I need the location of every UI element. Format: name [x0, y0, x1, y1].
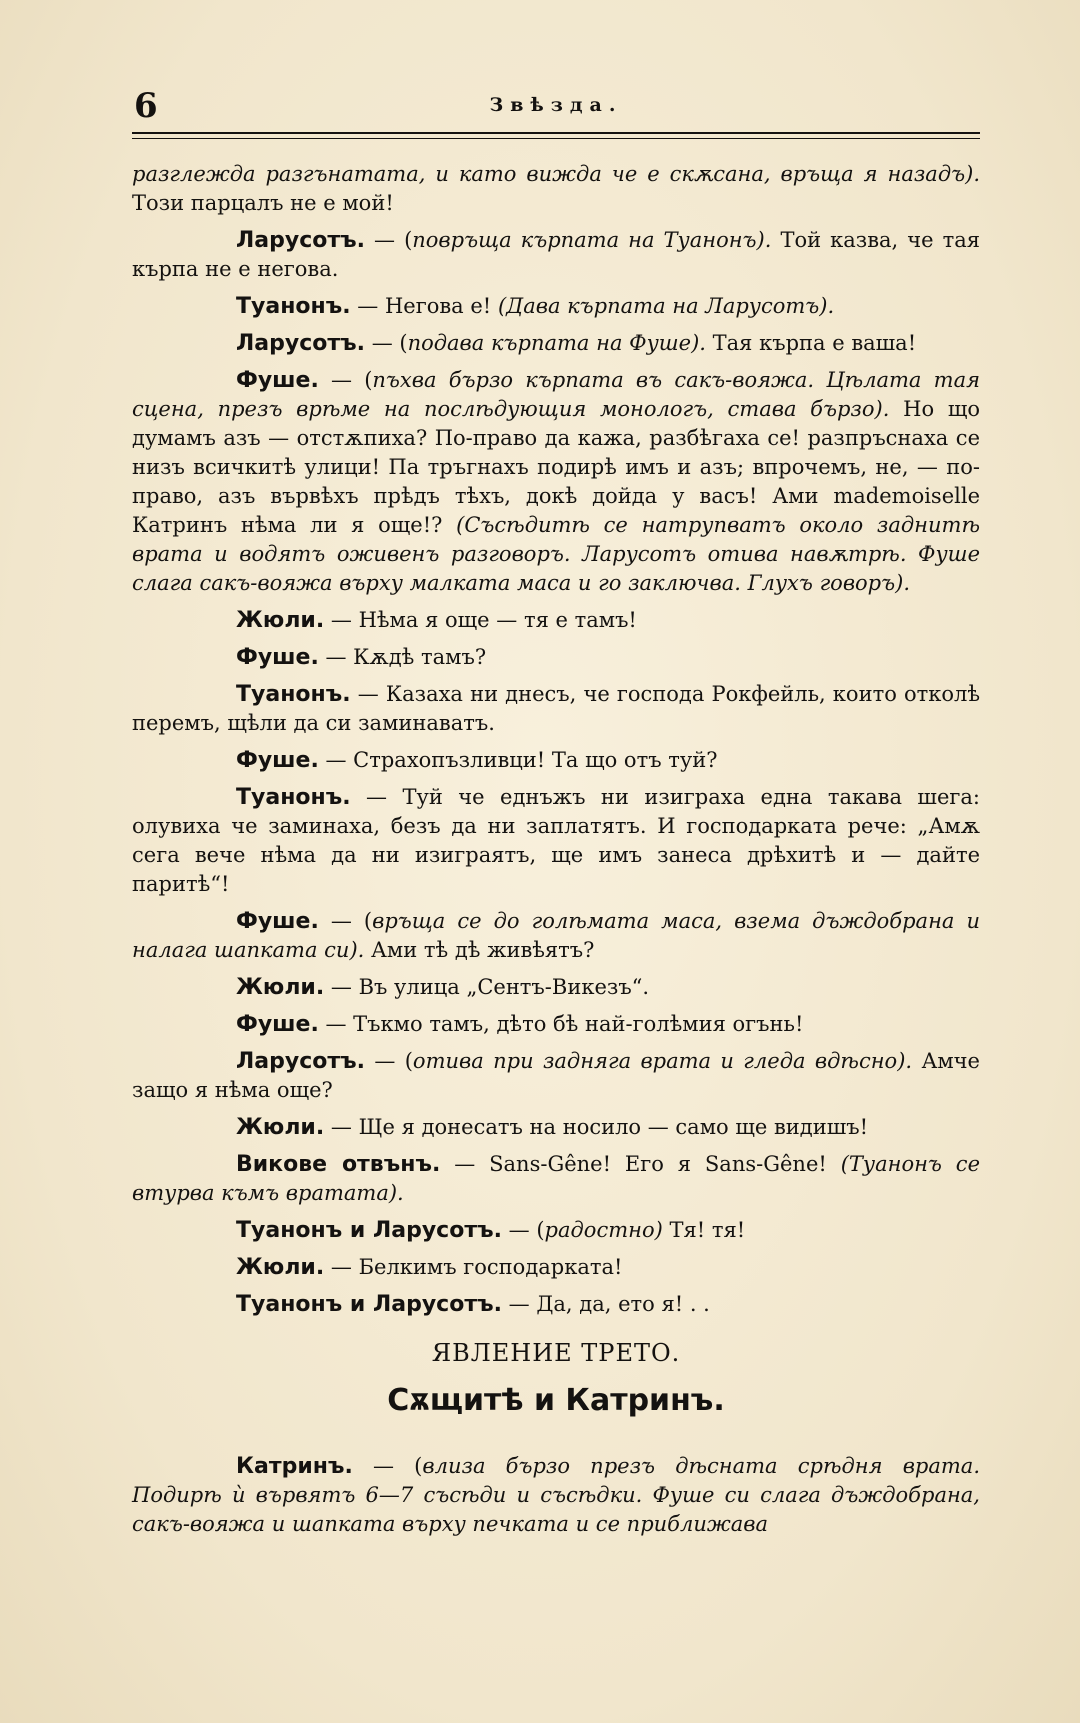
dialogue-line: Жюли. — Ще я донесатъ на носило — само ще видишъ!	[236, 1115, 869, 1140]
dialogue-line: Катринъ. — (влиза бързо презъ дѣсната срѣдня врата. Подирѣ ѝ вървятъ 6—7 съсѣди и съсѣдки. Фуше си слага дъждобрана, сакъ-вояжа и шапката върху печката и се приближава	[132, 1454, 980, 1536]
dialogue-line: Фуше. — Кѫдѣ тамъ?	[236, 645, 487, 670]
stage-direction: повръща кърпата на Туанонъ).	[412, 228, 772, 252]
scene-dialogue-block	[132, 1452, 980, 1539]
spoken-text: Негова е!	[384, 294, 492, 318]
dialogue-line: Ларусотъ. — (отива при задняга врата и гледа вдѣсно). Амче защо я нѣма още?	[132, 1049, 980, 1102]
page-header	[132, 86, 980, 126]
speaker-name: Жюли.	[236, 608, 325, 633]
stage-direction: отива при задняга врата и гледа вдѣсно).	[412, 1049, 913, 1073]
dialogue-block	[132, 160, 980, 1319]
stage-direction: радостно)	[544, 1218, 663, 1242]
stage-direction: пъхва бързо кърпата въ сакъ-вояжа. Цѣлата тая сцена, презъ врѣме на послѣдующия монологъ, става бързо).	[132, 368, 980, 421]
speaker-name: Туанонъ.	[236, 785, 351, 810]
speaker-name: Жюли.	[236, 1115, 325, 1140]
speaker-name: Катринъ.	[236, 1454, 353, 1479]
dialogue-line: Фуше. — (пъхва бързо кърпата въ сакъ-вояжа. Цѣлата тая сцена, презъ врѣме на послѣдующия монологъ, става бързо). Но що думамъ азъ — отстѫпиха? По-право да кажа, разбѣгаха се! разпръснаха се низъ всичкитѣ улици! Па тръгнахъ подирѣ имъ и азъ; впрочемъ, не, — по-право, азъ вървѣхъ прѣдъ тѣхъ, докѣ дойда у васъ! Ами mademoiselle Катринъ нѣма ли я още!? (Съсѣдитѣ се натрупватъ около заднитѣ врата и водятъ оживенъ разговоръ. Ларусотъ отива навѫтрѣ. Фуше слага сакъ-вояжа върху малката маса и го заключва. Глухъ говоръ).	[132, 368, 980, 595]
spoken-text: Тая кърпа е ваша!	[712, 331, 917, 355]
dialogue-line: Ларусотъ. — (повръща кърпата на Туанонъ). Той казва, че тая кърпа не е негова.	[132, 228, 980, 281]
running-title: Звѣзда.	[489, 94, 623, 116]
spoken-text: Казаха ни днесъ, че господа Рокфейль, които отколѣ перемъ, щѣли да си заминаватъ.	[132, 682, 980, 735]
dialogue-line: Туанонъ. — Негова е! (Дава кърпата на Ларусотъ).	[236, 294, 835, 319]
stage-direction: влиза бързо презъ дѣсната срѣдня врата. Подирѣ ѝ вървятъ 6—7 съсѣди и съсѣдки. Фуше си слага дъждобрана, сакъ-вояжа и шапката върху печката и се приближава	[132, 1454, 980, 1536]
speaker-name: Викове отвънъ.	[236, 1152, 441, 1177]
spoken-text: Но що думамъ азъ — отстѫпиха? По-право да кажа, разбѣгаха се! разпръснаха се низъ всичкитѣ улици! Па тръгнахъ подирѣ имъ и азъ; впрочемъ, не, — по-право, азъ вървѣхъ прѣдъ тѣхъ, докѣ дойда у васъ! Ами mademoiselle Катринъ нѣма ли я още!?	[132, 397, 980, 537]
speaker-name: Туанонъ и Ларусотъ.	[236, 1292, 502, 1317]
dialogue-line: Жюли. — Белкимъ господарката!	[236, 1255, 623, 1280]
speaker-name: Ларусотъ.	[236, 331, 366, 356]
dialogue-line: Фуше. — Страхопъзливци! Та що отъ туй?	[236, 748, 718, 773]
stage-direction: (Туанонъ се втурва къмъ вратата).	[132, 1152, 980, 1205]
spoken-text: Тя! тя!	[669, 1218, 746, 1242]
speaker-name: Ларусотъ.	[236, 1049, 366, 1074]
dialogue-line: Ларусотъ. — (подава кърпата на Фуше). Тая кърпа е ваша!	[236, 331, 917, 356]
spoken-text: Ами тѣ дѣ живѣятъ?	[371, 938, 595, 962]
scene-persons: Сѫщитѣ и Катринъ.	[387, 1383, 725, 1418]
stage-direction: подава кърпата на Фуше).	[407, 331, 706, 355]
speaker-name: Фуше.	[236, 645, 319, 670]
spoken-text: Туй че еднъжъ ни изиграха една такава шега: олувиха че заминаха, безъ да ни заплатятъ. И господарката рече: „Амѫ сега вече нѣма да ни изиграятъ, ще имъ занеса дрѣхитѣ и — дайте паритѣ“!	[132, 785, 980, 896]
scene-title: ЯВЛЕНИЕ ТРЕТО.	[431, 1339, 681, 1367]
speaker-name: Фуше.	[236, 909, 319, 934]
speaker-name: Туанонъ и Ларусотъ.	[236, 1218, 502, 1243]
page-number: 6	[134, 86, 158, 126]
dialogue-line: Жюли. — Въ улица „Сентъ-Викезъ“.	[236, 975, 650, 1000]
dialogue-line: Туанонъ. — Казаха ни днесъ, че господа Рокфейль, които отколѣ перемъ, щѣли да си заминаватъ.	[132, 682, 980, 735]
stage-direction: разглежда разгънатата, и като вижда че е скѫсана, връща я назадъ).	[132, 162, 980, 186]
stage-direction: връща се до голѣмата маса, взема дъждобрана и налага шапката си).	[132, 909, 980, 962]
spoken-text: Да, да, ето я! . .	[536, 1292, 710, 1316]
spoken-text: Той казва, че тая кърпа не е негова.	[132, 228, 980, 281]
dialogue-line: Туанонъ и Ларусотъ. — (радостно) Тя! тя!	[236, 1218, 746, 1243]
speaker-name: Фуше.	[236, 748, 319, 773]
dialogue-line: Жюли. — Нѣма я още — тя е тамъ!	[236, 608, 637, 633]
spoken-text: Амче защо я нѣма още?	[132, 1049, 980, 1102]
spoken-text: Въ улица „Сентъ-Викезъ“.	[358, 975, 650, 999]
stage-direction: (Съсѣдитѣ се натрупватъ около заднитѣ врата и водятъ оживенъ разговоръ. Ларусотъ отива навѫтрѣ. Фуше слага сакъ-вояжа върху малката маса и го заключва. Глухъ говоръ).	[132, 513, 980, 595]
speaker-name: Ларусотъ.	[236, 228, 366, 253]
dialogue-line: Фуше. — Тъкмо тамъ, дѣто бѣ най-голѣмия огънь!	[236, 1012, 804, 1037]
speaker-name: Жюли.	[236, 975, 325, 1000]
spoken-text: Тъкмо тамъ, дѣто бѣ най-голѣмия огънь!	[353, 1012, 804, 1036]
dialogue-line: Викове отвънъ. — Sans-Gêne! Его я Sans-Gêne! (Туанонъ се втурва къмъ вратата).	[132, 1152, 980, 1205]
header-rule-thin	[132, 138, 980, 139]
speaker-name: Туанонъ.	[236, 294, 351, 319]
spoken-text: Нѣма я още — тя е тамъ!	[358, 608, 637, 632]
stage-direction: (Дава кърпата на Ларусотъ).	[497, 294, 835, 318]
spoken-text: Белкимъ господарката!	[358, 1255, 623, 1279]
speaker-name: Фуше.	[236, 1012, 319, 1037]
speaker-name: Туанонъ.	[236, 682, 351, 707]
speaker-name: Жюли.	[236, 1255, 325, 1280]
dialogue-line	[132, 160, 980, 218]
speaker-name: Фуше.	[236, 368, 319, 393]
text-body	[132, 160, 980, 1547]
dialogue-line: Туанонъ и Ларусотъ. — Да, да, ето я! . .	[236, 1292, 710, 1317]
spoken-text: Ще я донесатъ на носило — само ще видишъ!	[358, 1115, 869, 1139]
spoken-text: Този парцалъ не е мой!	[132, 191, 394, 215]
spoken-text: Sans-Gêne! Его я Sans-Gêne!	[489, 1152, 827, 1176]
dialogue-line: Фуше. — (връща се до голѣмата маса, взема дъждобрана и налага шапката си). Ами тѣ дѣ живѣятъ?	[132, 909, 980, 962]
spoken-text: Кѫдѣ тамъ?	[353, 645, 487, 669]
spoken-text: Страхопъзливци! Та що отъ туй?	[353, 748, 718, 772]
dialogue-line: Туанонъ. — Туй че еднъжъ ни изиграха една такава шега: олувиха че заминаха, безъ да ни заплатятъ. И господарката рече: „Амѫ сега вече нѣма да ни изиграятъ, ще имъ занеса дрѣхитѣ и — дайте паритѣ“!	[132, 785, 980, 896]
header-rule	[132, 132, 980, 134]
